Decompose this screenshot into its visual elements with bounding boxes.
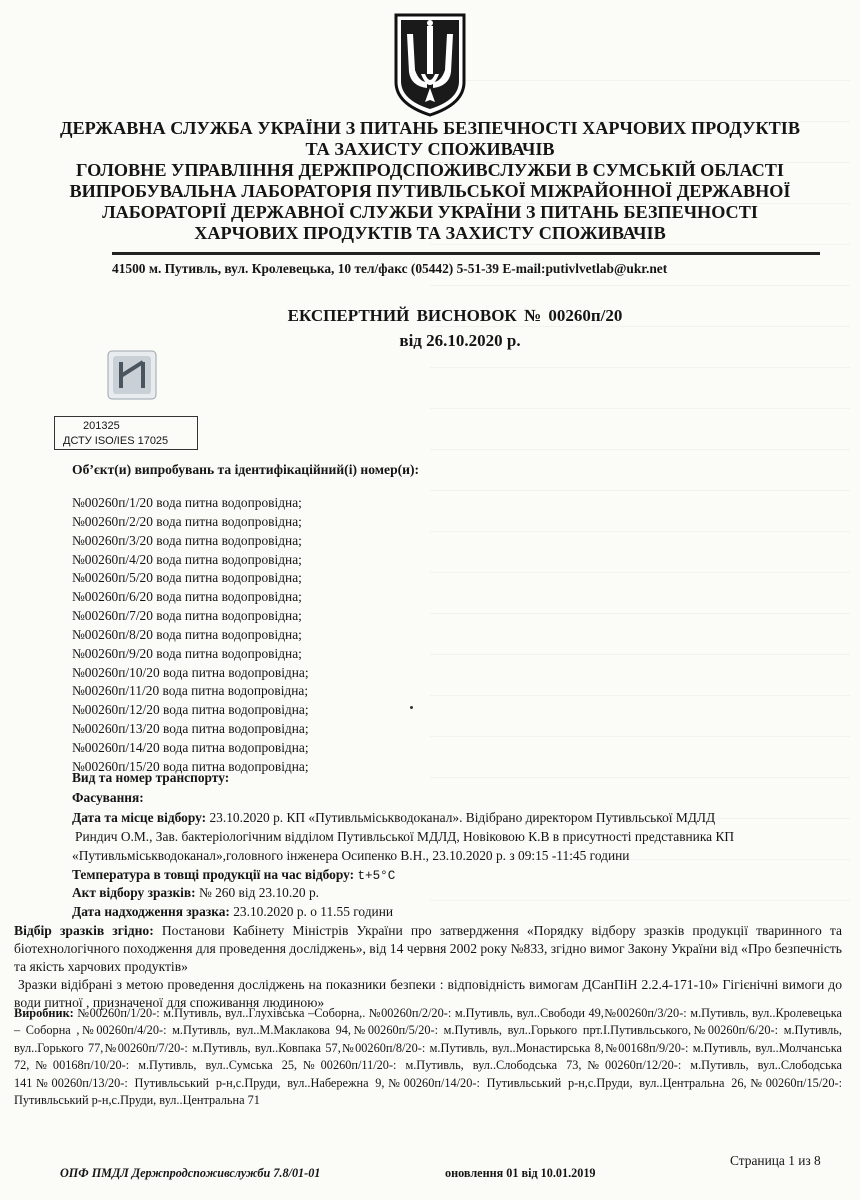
- temperature-label: Температура в товщі продукції на час відбору:: [72, 867, 355, 882]
- contact-line: 41500 м. Путивль, вул. Кролевецька, 10 тел/факс (05442) 5-51-39 E-mail:putivlvetlab@ukr.net: [112, 261, 668, 276]
- received-label: Дата надходження зразка:: [72, 904, 230, 919]
- sample-item: №00260п/15/20 вода питна водопровідна;: [72, 758, 309, 774]
- sampling-basis-label: Відбір зразків згідно:: [14, 923, 154, 938]
- accreditation-standard: ДСТУ ISO/IES 17025: [63, 435, 169, 447]
- sample-item: №00260п/13/20 вода питна водопровідна;: [72, 721, 309, 737]
- sampling-label: Дата та місце відбору:: [72, 810, 207, 825]
- ink-speck: [410, 706, 413, 709]
- conclusion-number: ЕКСПЕРТНИЙ ВИСНОВОК № 00260п/20: [287, 306, 623, 325]
- sampling-line-1: [72, 810, 715, 826]
- sampling-basis: [14, 922, 842, 976]
- sample-item: №00260п/9/20 вода питна водопровідна;: [72, 645, 302, 661]
- sample-item: №00260п/5/20 вода питна водопровідна;: [72, 570, 302, 586]
- document-header: [30, 118, 830, 244]
- sample-item: №00260п/11/20 вода питна водопровідна;: [72, 683, 309, 699]
- objects-title: Об’єкт(и) випробувань та ідентифікаційний(і) номер(и):: [72, 462, 420, 477]
- sample-item: №00260п/7/20 вода питна водопровідна;: [72, 608, 302, 624]
- packaging-label: Фасування:: [72, 790, 144, 805]
- accreditation-number: 201325: [83, 420, 120, 432]
- conclusion-title: [0, 303, 860, 353]
- received-value: 23.10.2020 р. о 11.55 години: [233, 904, 394, 919]
- samples-list: [72, 494, 309, 777]
- act-line: [72, 885, 319, 901]
- sampling-text-1: 23.10.2020 р. КП «Путивльміськводоканал». Відібрано директором Путивльської МДЛД: [209, 810, 716, 825]
- sample-item: №00260п/1/20 вода питна водопровідна;: [72, 495, 302, 510]
- sample-item: №00260п/12/20 вода питна водопровідна;: [72, 702, 309, 718]
- producer: [14, 1005, 842, 1109]
- sample-item: №00260п/14/20 вода питна водопровідна;: [72, 739, 309, 755]
- sampling-text-2: Риндич О.М., Зав. бактеріологічним відділом Путивльської МДЛД, Новіковою К.В в присутності представника КП: [75, 829, 735, 844]
- header-line: ВИПРОБУВАЛЬНА ЛАБОРАТОРІЯ ПУТИВЛЬСЬКОЇ МІЖРАЙОННОЇ ДЕРЖАВНОЇ: [69, 181, 791, 201]
- coat-of-arms-icon: [393, 12, 467, 118]
- accreditation-box: [54, 416, 198, 450]
- header-line: ДЕРЖАВНА СЛУЖБА УКРАЇНИ З ПИТАНЬ БЕЗПЕЧНОСТІ ХАРЧОВИХ ПРОДУКТІВ: [60, 118, 800, 138]
- transport-label: Вид та номер транспорту:: [72, 770, 230, 785]
- page-number: Страница 1 из 8: [730, 1153, 821, 1168]
- sample-item: №00260п/10/20 вода питна водопровідна;: [72, 664, 309, 680]
- producer-text: №00260п/1/20-: м.Путивль, вул..Глухівська –Соборна,. №00260п/2/20-: м.Путивль, вул..Свободи 49,№00260п/3/20-: м.Путивль, вул..Кролевецька – Соборна ,№00260п/4/20-: м.Путивль, вул..М.Маклакова 94,№00260п/5/20-: м.Путивль, вул..Горького прт.І.Путивльського,№00260п/6/20-: м.Путивль, вул..Горького 77,№00260п/7/20-: м.Путивль, вул..Ковпака 57,№00260п/8/20-: м.Путивль, вул..Монастирська 8,№00168п/9/20-: м.Путивль, вул..Молчанська 72,№00168п/10/20-: м.Путивль, вул..Сумська 25,№00260п/11/20-: м.Путивль, вул..Слободська 73,№00260п/12/20-: м.Путивль, вул..Слободська 141№00260п/13/20-: Путивльський р-н,с.Пруди, вул..Набережна 9,№00260п/14/20-: Путивльський р-н,с.Пруди, вул..Центральна 26,№00260п/15/20-: Путивльський р-н,с.Пруди, вул..Центральна 71: [14, 1006, 842, 1108]
- sample-item: №00260п/4/20 вода питна водопровідна;: [72, 551, 302, 567]
- header-divider: [112, 252, 820, 255]
- header-line: ТА ЗАХИСТУ СПОЖИВАЧІВ: [305, 139, 555, 159]
- act-label: Акт відбору зразків:: [72, 885, 196, 900]
- sampling-text-3: «Путивльміськводоканал»,головного інженера Осипенко В.Н., 23.10.2020 р. з 09:15 -11:45 години: [72, 848, 630, 863]
- sample-item: №00260п/2/20 вода питна водопровідна;: [72, 513, 302, 529]
- header-line: ЛАБОРАТОРІЇ ДЕРЖАВНОЇ СЛУЖБИ УКРАЇНИ З ПИТАНЬ БЕЗПЕЧНОСТІ: [102, 202, 758, 222]
- sampling-basis-text: Постанови Кабінету Міністрів України про затвердження «Порядку відбору зразків продукції тваринного та біотехнологічного походження для проведення досліджень», від 14 червня 2002 року №833, згідно вимог Закону України від «Про безпечність та якість харчових продуктів»: [14, 923, 842, 974]
- sample-item: №00260п/3/20 вода питна водопровідна;: [72, 532, 302, 548]
- header-line: ХАРЧОВИХ ПРОДУКТІВ ТА ЗАХИСТУ СПОЖИВАЧІВ: [194, 223, 666, 243]
- purpose-text: Зразки відібрані з метою проведення досліджень на показники безпеки : відповідність вимогам ДСанПіН 2.2.4-171-10» Гігієнічні вимоги до води питної , призначеної для споживання людиною»: [14, 977, 842, 1010]
- footer-form-code: ОПФ ПМДЛ Держпродспоживслужби 7.8/01-01: [60, 1166, 321, 1180]
- temperature-value: t+5°C: [357, 869, 396, 883]
- footer-revision: оновлення 01 від 10.01.2019: [445, 1166, 596, 1180]
- act-value: № 260 від 23.10.20 р.: [198, 885, 319, 900]
- accreditation-logo-icon: [107, 350, 157, 400]
- sample-item: №00260п/6/20 вода питна водопровідна;: [72, 589, 302, 605]
- header-line: ГОЛОВНЕ УПРАВЛІННЯ ДЕРЖПРОДСПОЖИВСЛУЖБИ В СУМСЬКІЙ ОБЛАСТІ: [75, 160, 785, 180]
- received-line: [72, 904, 393, 920]
- temperature-line: [72, 867, 395, 883]
- conclusion-date: від 26.10.2020 р.: [399, 331, 521, 350]
- producer-label: Виробник:: [14, 1006, 74, 1020]
- sample-item: №00260п/8/20 вода питна водопровідна;: [72, 626, 302, 642]
